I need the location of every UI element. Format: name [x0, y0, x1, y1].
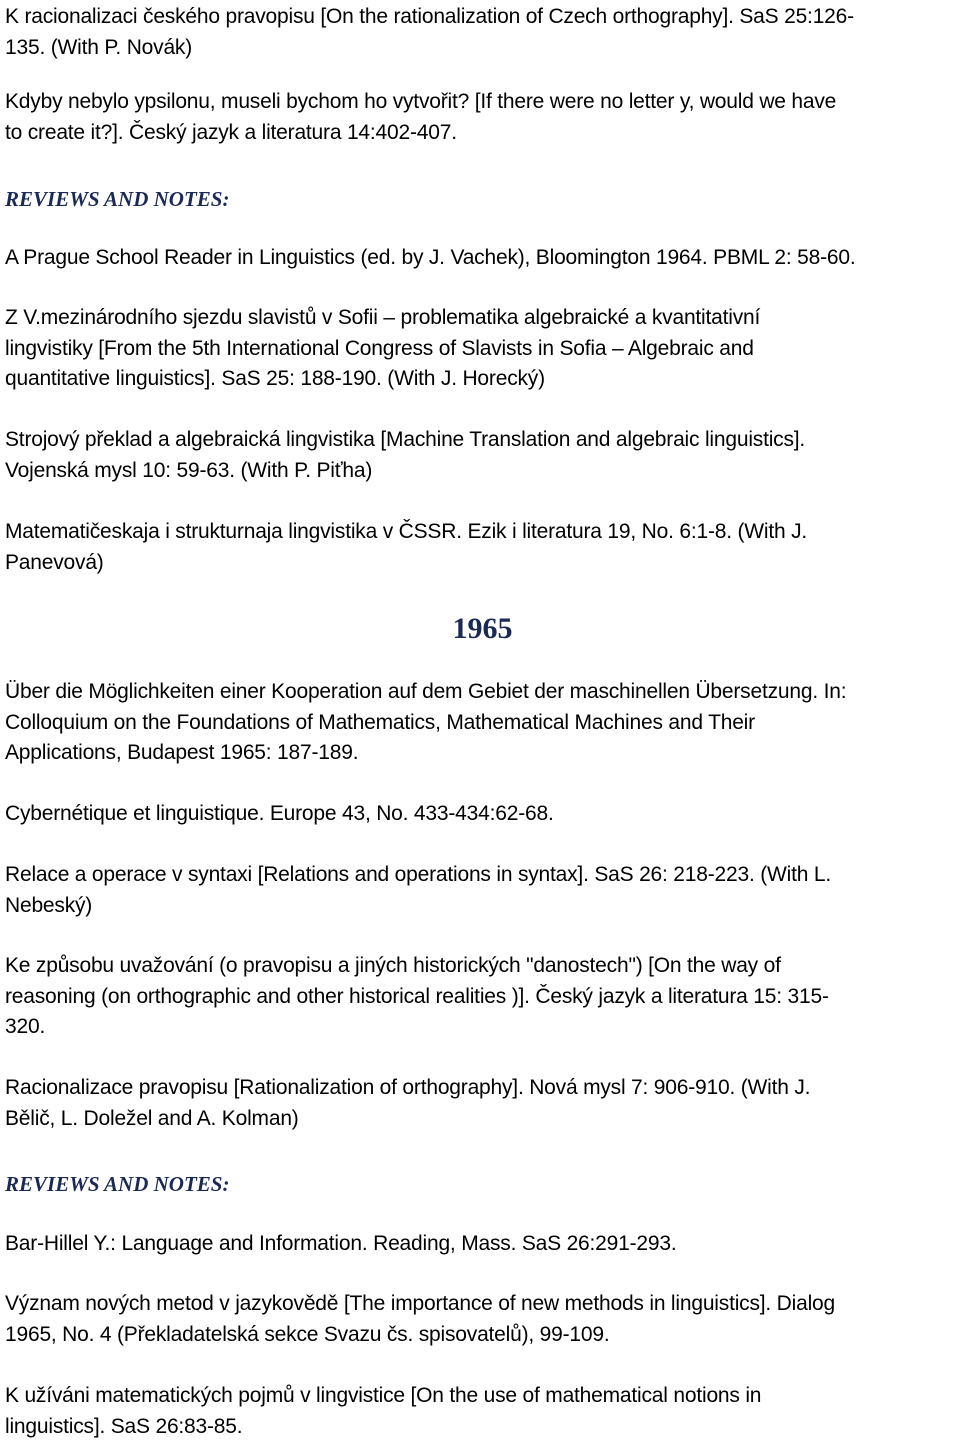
- reviews-heading: REVIEWS AND NOTES:: [5, 187, 230, 211]
- reviews-heading: REVIEWS AND NOTES:: [5, 1172, 230, 1196]
- bibliography-entry: Relace a operace v syntaxi [Relations and operations in syntax]. SaS 26: 218-223. (With L. Nebeský): [5, 863, 831, 917]
- bibliography-entry: Bar-Hillel Y.: Language and Information. Reading, Mass. SaS 26:291-293.: [5, 1232, 677, 1255]
- bibliography-entry: Matematičeskaja i strukturnaja lingvistika v ČSSR. Ezik i literatura 19, No. 6:1-8. (With J. Panevová): [5, 520, 808, 574]
- bibliography-entry: Racionalizace pravopisu [Rationalization of orthography]. Nová mysl 7: 906-910. (With J. Bělič, L. Doležel and A. Kolman): [5, 1076, 811, 1130]
- bibliography-entry: Ke způsobu uvažování (o pravopisu a jiných historických "danostech") [On the way of reasoning (on orthographic and other historical realities )]. Český jazyk a literatura 15: 315- 320.: [5, 954, 829, 1038]
- bibliography-entry: Z V.mezinárodního sjezdu slavistů v Sofii – problematika algebraické a kvantitativní lingvistiky [From the 5th International Congress of Slavists in Sofia – Algebraic and quantitative linguistics]. SaS 25: 188-190. (With J. Horecký): [5, 306, 761, 390]
- bibliography-entry: K užíváni matematických pojmů v lingvistice [On the use of mathematical notions in linguistics]. SaS 26:83-85.: [5, 1384, 762, 1438]
- bibliography-entry: A Prague School Reader in Linguistics (ed. by J. Vachek), Bloomington 1964. PBML 2: 58-60.: [5, 246, 856, 269]
- bibliography-entry: Kdyby nebylo ypsilonu, museli bychom ho vytvořit? [If there were no letter y, would we have to create it?]. Český jazyk a literatura 14:402-407.: [5, 90, 837, 144]
- year-heading: 1965: [452, 612, 513, 645]
- bibliography-entry: Cybernétique et linguistique. Europe 43, No. 433-434:62-68.: [5, 802, 554, 825]
- bibliography-entry: Význam nových metod v jazykovědě [The importance of new methods in linguistics]. Dialog 1965, No. 4 (Překladatelská sekce Svazu čs. spisovatelů), 99-109.: [5, 1292, 836, 1346]
- bibliography-entry: Über die Möglichkeiten einer Kooperation auf dem Gebiet der maschinellen Übersetzung. In: Colloquium on the Foundations of Mathematics, Mathematical Machines and Their Applications, Budapest 1965: 187-189.: [5, 680, 847, 764]
- bibliography-entry: K racionalizaci českého pravopisu [On the rationalization of Czech orthography]. SaS 25:126- 135. (With P. Novák): [5, 5, 854, 59]
- bibliography-entry: Strojový překlad a algebraická lingvistika [Machine Translation and algebraic linguistics]. Vojenská mysl 10: 59-63. (With P. Piťha): [5, 428, 806, 482]
